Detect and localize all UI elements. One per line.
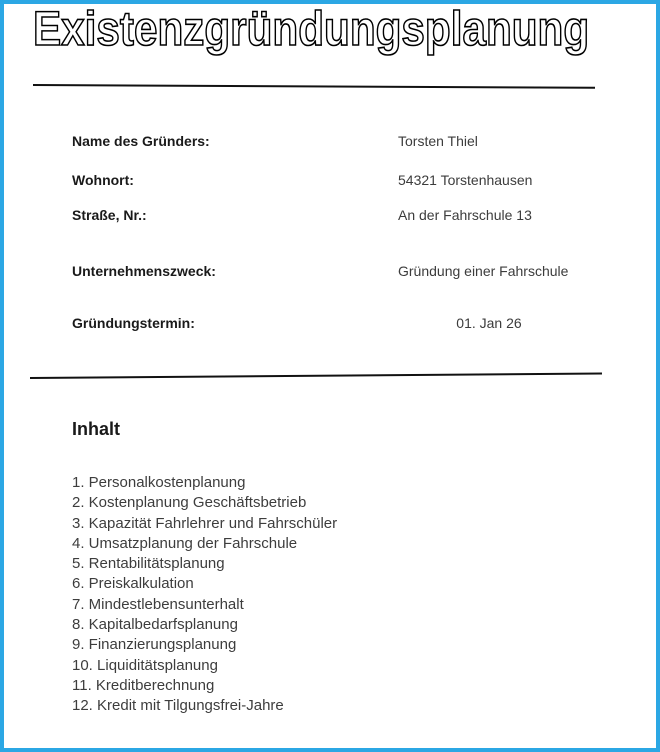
toc-item-5: 5. Rentabilitätsplanung xyxy=(72,555,225,573)
founding-date-label: Gründungstermin: xyxy=(72,315,195,331)
street-value: An der Fahrschule 13 xyxy=(398,207,532,223)
toc-item-3: 3. Kapazität Fahrlehrer und Fahrschüler xyxy=(72,514,338,532)
document-title: Existenzgründungsplanung xyxy=(33,3,590,56)
form-row-street xyxy=(0,207,660,225)
founder-name-value: Torsten Thiel xyxy=(398,133,478,149)
form-row-business-purpose xyxy=(0,263,660,281)
toc-item-12: 12. Kredit mit Tilgungsfrei-Jahre xyxy=(72,697,284,715)
founding-date-value: 01. Jan 26 xyxy=(456,315,522,331)
form-row-founder-name xyxy=(0,133,660,151)
street-label: Straße, Nr.: xyxy=(72,207,147,223)
toc-item-6: 6. Preiskalkulation xyxy=(72,575,194,593)
city-label: Wohnort: xyxy=(72,172,134,188)
toc-list xyxy=(72,473,337,717)
business-purpose-label: Unternehmenszweck: xyxy=(72,263,216,279)
toc-item-11: 11. Kreditberechnung xyxy=(72,676,215,694)
form-row-founding-date xyxy=(0,315,660,333)
divider-middle xyxy=(30,373,602,379)
toc-item-7: 7. Mindestlebensunterhalt xyxy=(72,595,244,613)
toc-item-9: 9. Finanzierungsplanung xyxy=(72,636,237,654)
city-value: 54321 Torstenhausen xyxy=(398,172,533,188)
business-purpose-value: Gründung einer Fahrschule xyxy=(398,263,569,279)
toc-heading: Inhalt xyxy=(72,419,120,439)
form-row-city xyxy=(0,172,660,190)
toc-item-4: 4. Umsatzplanung der Fahrschule xyxy=(72,534,298,552)
toc-item-1: 1. Personalkostenplanung xyxy=(72,474,246,491)
founder-name-label: Name des Gründers: xyxy=(72,133,210,149)
divider-top xyxy=(33,84,595,89)
toc-item-2: 2. Kostenplanung Geschäftsbetrieb xyxy=(72,494,307,512)
toc-item-10: 10. Liquiditätsplanung xyxy=(72,656,218,674)
toc-item-8: 8. Kapitalbedarfsplanung xyxy=(72,616,238,634)
